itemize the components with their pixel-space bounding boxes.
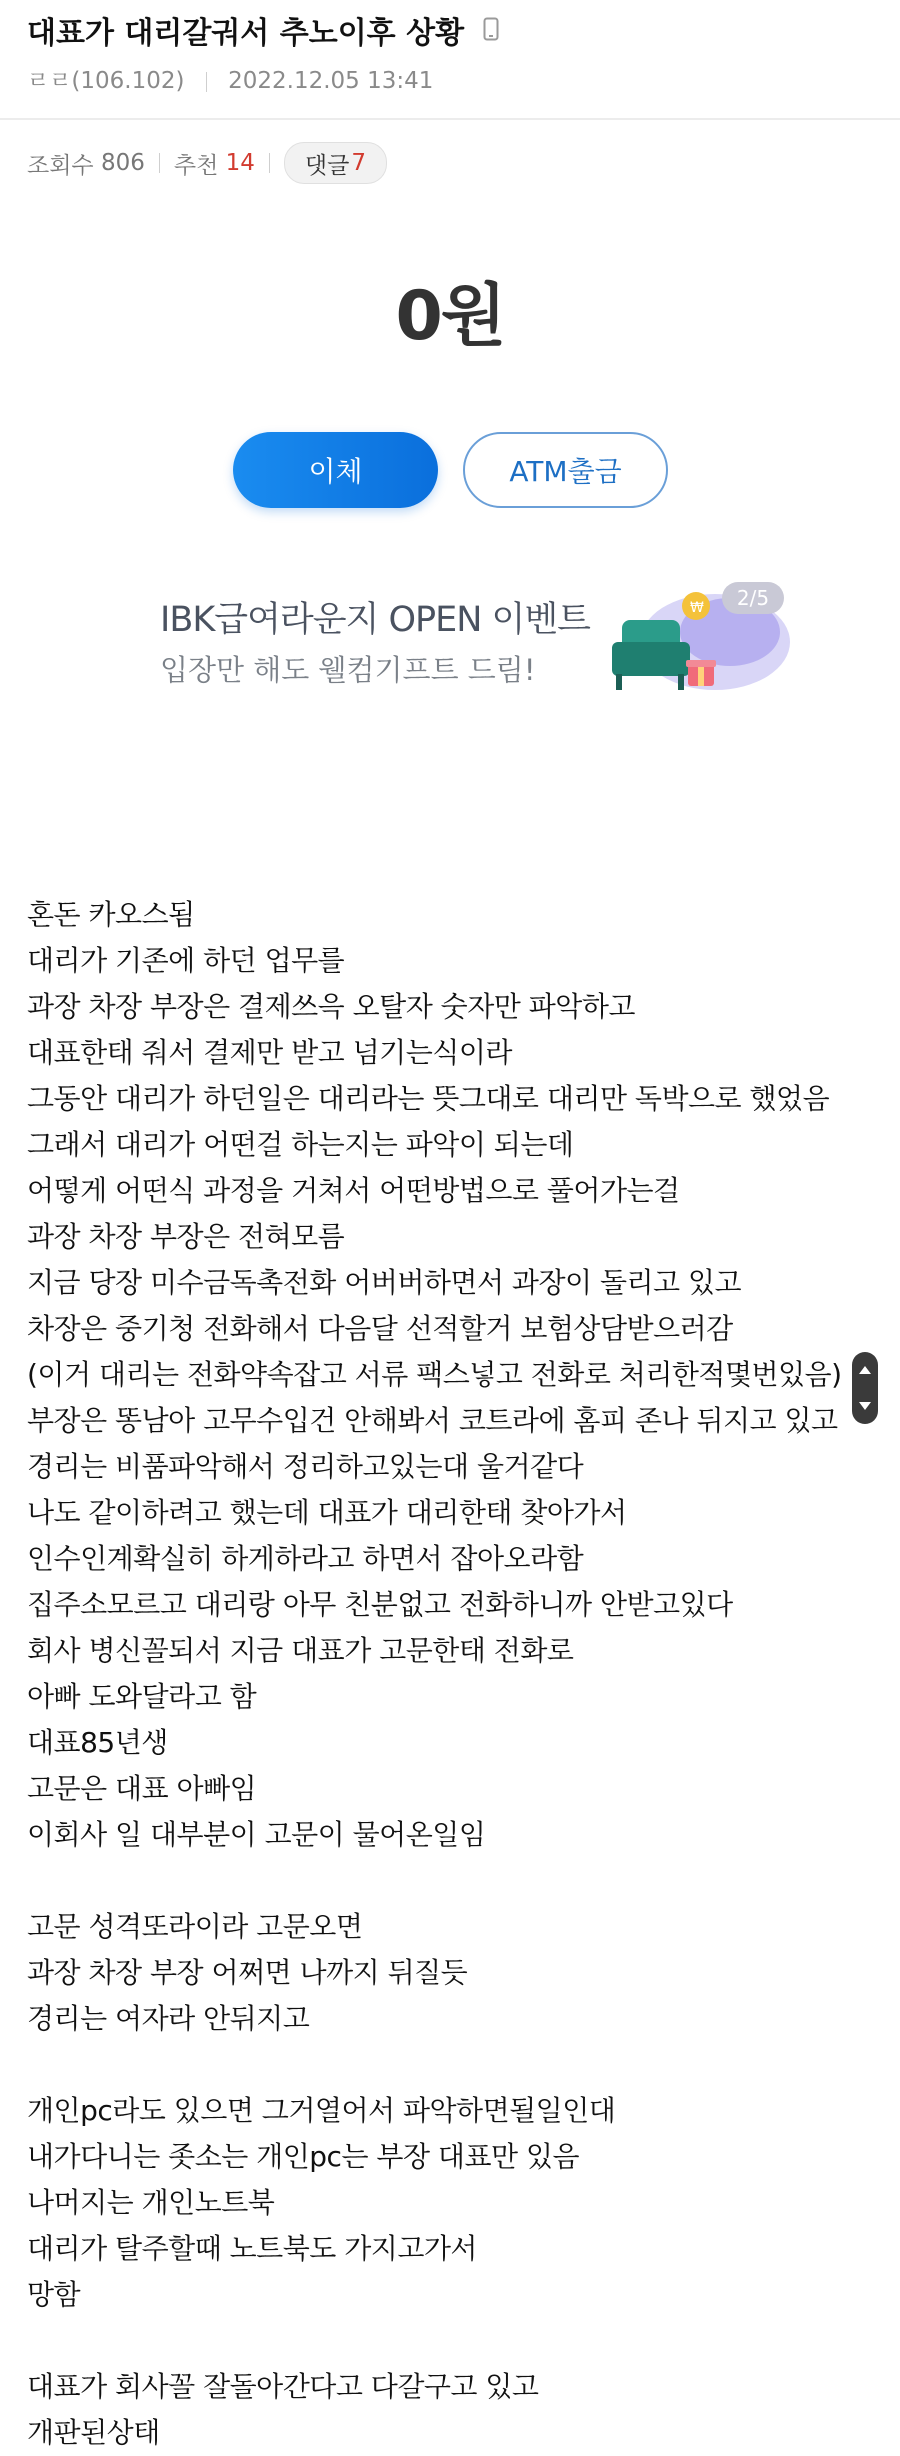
body-line: 고문 성격또라이라 고문오면 <box>27 1910 363 1943</box>
post-header <box>0 0 900 120</box>
post-title-text: 대표가 대리갈궈서 추노이후 상황 <box>27 16 465 51</box>
body-line: 과장 차장 부장은 결제쓰윽 오탈자 숫자만 파악하고 <box>27 990 635 1023</box>
atm-withdraw-button[interactable]: ATM출금 <box>463 432 668 508</box>
post-body <box>27 892 867 2456</box>
body-line: 대리가 탈주할때 노트북도 가지고가서 <box>27 2232 477 2265</box>
recommend-count: 14 <box>225 150 255 176</box>
scroll-down-arrow-icon <box>859 1402 871 1410</box>
body-line: 경리는 비품파악해서 정리하고있는대 울거같다 <box>27 1450 584 1483</box>
body-line: 아빠 도와달라고 함 <box>27 1680 257 1713</box>
mobile-icon <box>483 14 499 49</box>
body-line: 내가다니는 좃소는 개인pc는 부장 대표만 있음 <box>27 2140 580 2173</box>
comments-label: 댓글 <box>304 152 350 179</box>
post-stats <box>27 143 387 183</box>
comments-button[interactable] <box>284 142 387 184</box>
post-title <box>27 8 499 52</box>
body-line: 혼돈 카오스됨 <box>27 898 195 931</box>
body-line: 과장 차장 부장은 전혀모름 <box>27 1220 345 1253</box>
body-line: 나도 같이하려고 했는데 대표가 대리한태 찾아가서 <box>27 1496 627 1529</box>
body-line: 그래서 대리가 어떤걸 하는지는 파악이 되는데 <box>27 1128 574 1161</box>
transfer-button[interactable]: 이체 <box>233 432 438 508</box>
body-line: 집주소모르고 대리랑 아무 친분없고 전화하니까 안받고있다 <box>27 1588 733 1621</box>
author-name[interactable]: ㄹㄹ(106.102) <box>27 68 185 94</box>
body-line: 개인pc라도 있으면 그거열어서 파악하면될일인대 <box>27 2094 616 2127</box>
body-line: 과장 차장 부장 어쩌면 나까지 뒤질듯 <box>27 1956 468 1989</box>
body-line: 경리는 여자라 안뒤지고 <box>27 2002 310 2035</box>
views-label: 조회수 <box>27 152 94 179</box>
blank-line <box>27 1858 867 1904</box>
body-line: 그동안 대리가 하던일은 대리라는 뜻그대로 대리만 독박으로 했었음 <box>27 1082 830 1115</box>
stats-divider <box>159 153 160 173</box>
ad-slide-counter: 2/5 <box>722 582 784 614</box>
post-datetime: 2022.12.05 13:41 <box>228 68 434 94</box>
stats-divider <box>269 153 270 173</box>
body-line: 지금 당장 미수금독촉전화 어버버하면서 과장이 돌리고 있고 <box>27 1266 742 1299</box>
meta-divider <box>206 72 207 92</box>
ad-subtext: 입장만 해도 웰컴기프트 드림! <box>160 653 536 687</box>
body-line: 대표한태 줘서 결제만 받고 넘기는식이라 <box>27 1036 512 1069</box>
comments-count: 7 <box>351 150 366 176</box>
blank-line <box>27 2042 867 2088</box>
scroll-up-arrow-icon <box>859 1366 871 1374</box>
post-meta <box>27 62 433 95</box>
body-line: 대표85년생 <box>27 1726 168 1759</box>
body-line: 부장은 똥남아 고무수입건 안해봐서 코트라에 홈피 존나 뒤지고 있고 <box>27 1404 838 1437</box>
body-line: 나머지는 개인노트북 <box>27 2186 275 2219</box>
body-line: 고문은 대표 아빠임 <box>27 1772 257 1805</box>
body-line: 어떻게 어떤식 과정을 거쳐서 어떤방법으로 풀어가는걸 <box>27 1174 680 1207</box>
ad-headline: IBK급여라운지 OPEN 이벤트 <box>160 600 590 640</box>
ad-balance: 0원 <box>395 277 505 356</box>
body-line: 대표가 회사꼴 잘돌아간다고 다갈구고 있고 <box>27 2370 539 2403</box>
body-line: 이회사 일 대부분이 고문이 물어온일임 <box>27 1818 486 1851</box>
body-line: 개판된상태 <box>27 2416 160 2449</box>
recommend-label: 추천 <box>173 152 219 179</box>
svg-text:₩: ₩ <box>690 600 704 616</box>
scroll-handle[interactable] <box>852 1352 878 1424</box>
blank-line <box>27 2318 867 2364</box>
body-line: 차장은 중기청 전화해서 다음달 선적할거 보험상담받으러감 <box>27 1312 733 1345</box>
body-line: 망함 <box>27 2278 81 2311</box>
body-line: 회사 병신꼴되서 지금 대표가 고문한태 전화로 <box>27 1634 574 1667</box>
views-count: 806 <box>100 150 145 176</box>
body-line: 인수인계확실히 하게하라고 하면서 잡아오라함 <box>27 1542 584 1575</box>
body-line: (이거 대리는 전화약속잡고 서류 팩스넣고 전화로 처리한적몇번있음) <box>27 1358 842 1391</box>
banner-ad[interactable] <box>0 230 900 700</box>
body-line: 대리가 기존에 하던 업무를 <box>27 944 345 977</box>
